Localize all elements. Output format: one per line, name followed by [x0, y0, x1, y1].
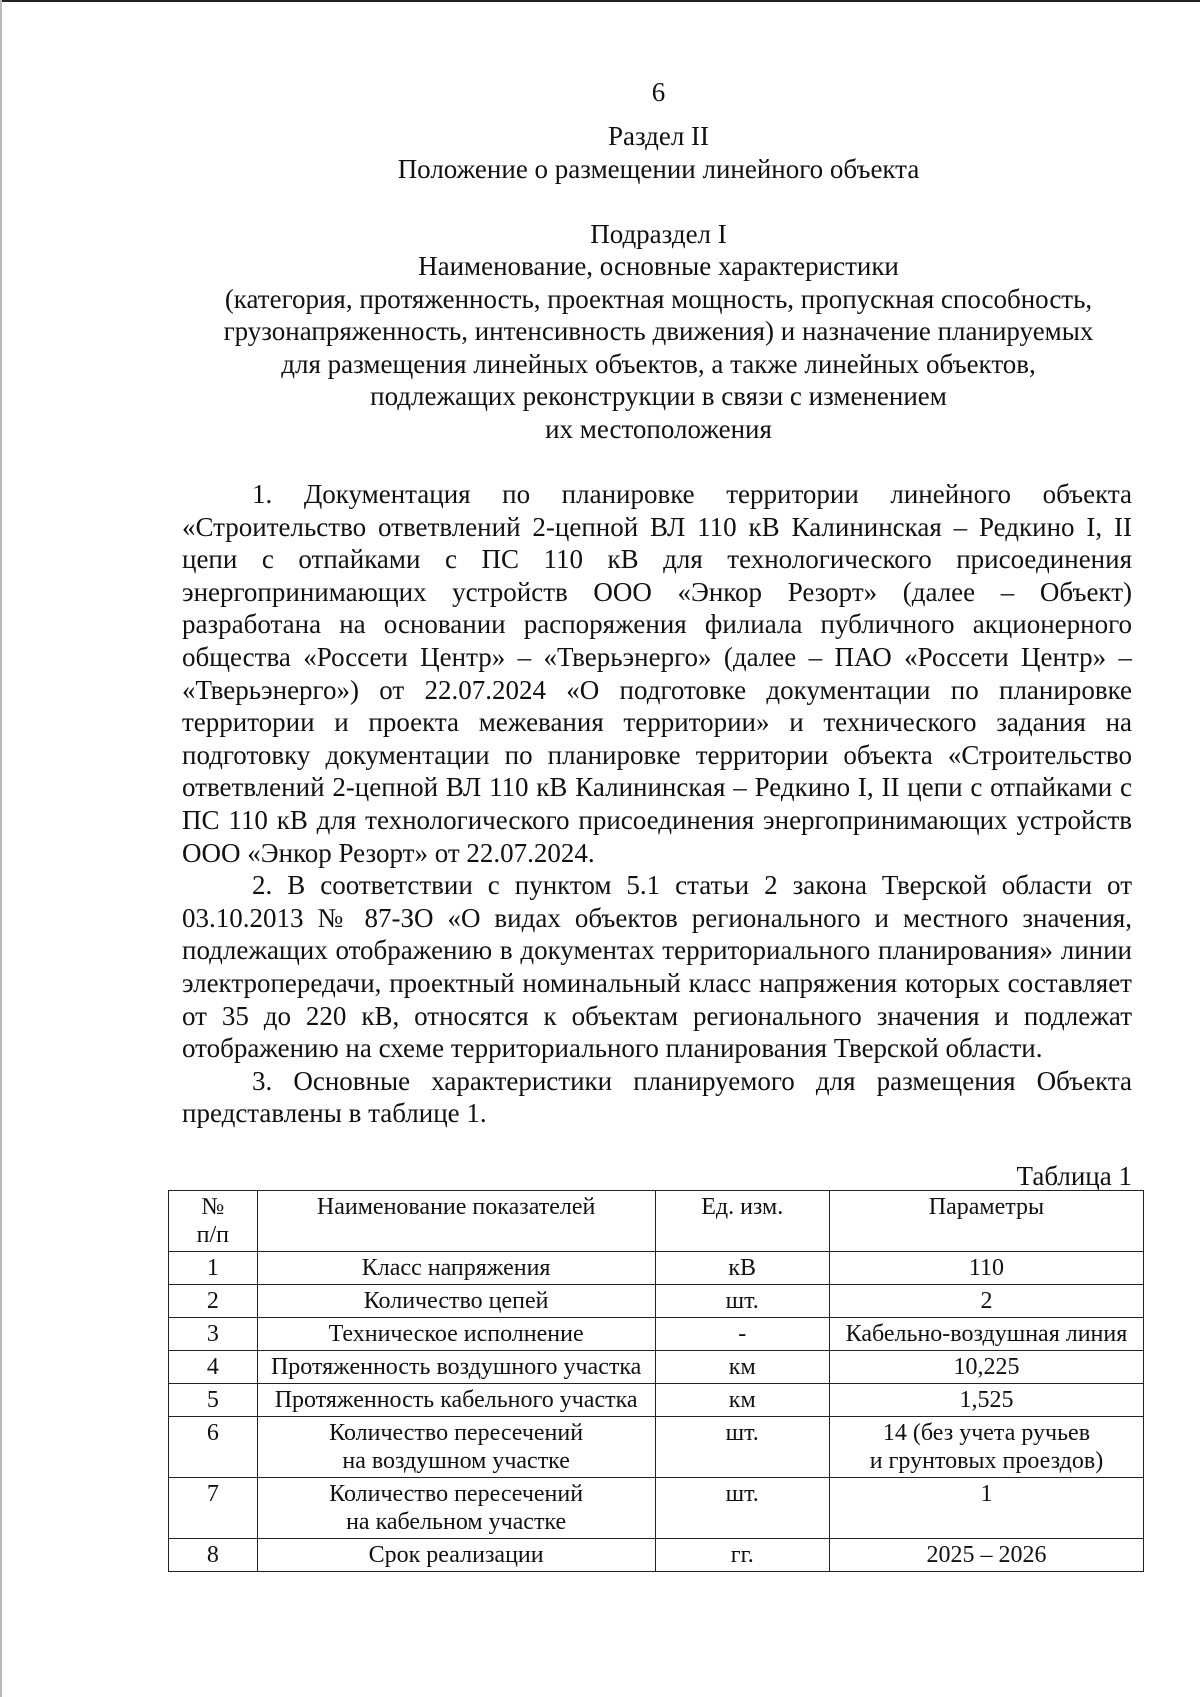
table-row [169, 1252, 1144, 1285]
scan-top-edge [0, 0, 1200, 2]
cell-value: 110 [829, 1252, 1143, 1285]
cell-num: 2 [169, 1285, 258, 1318]
table-caption: Таблица 1 [1016, 1161, 1132, 1191]
header-name: Наименование показателей [257, 1191, 655, 1252]
table-row [169, 1384, 1144, 1417]
table-row [169, 1318, 1144, 1351]
subsection-heading: Подраздел I [590, 219, 727, 249]
cell-name: Срок реализации [257, 1539, 655, 1572]
cell-num: 6 [169, 1417, 258, 1478]
subsection-title-line: подлежащих реконструкции в связи с изменением [370, 381, 947, 411]
subsection-title-line: (категория, протяженность, проектная мощность, пропускная способность, [224, 284, 1093, 314]
page-number: 6 [651, 77, 666, 107]
cell-name: Техническое исполнение [257, 1318, 655, 1351]
table-row [169, 1351, 1144, 1384]
cell-name: Класс напряжения [257, 1252, 655, 1285]
parameters-table [168, 1190, 1144, 1572]
cell-unit: - [655, 1318, 829, 1351]
cell-name: Количество пересечений на кабельном участке [257, 1478, 655, 1539]
subsection-title-line: их местоположения [545, 414, 772, 444]
paragraph-1: 1. Документация по планировке территории линейного объекта «Строительство ответвлений 2-цепной ВЛ 110 кВ Калининская – Редкино I, II цепи с отпайками с ПС 110 кВ для технологического присоединения энергопринимающих устройств ООО «Энкор Резорт» (далее – Объект) разработана на основании распоряжения филиала публичного акционерного общества «Россети Центр» – «Тверьэнерго» (далее – ПАО «Россети Центр» – «Тверьэнерго») от 22.07.2024 «О подготовке документации по планировке территории и проекта межевания территории» и технического задания на подготовку документации по планировке территории объекта «Строительство ответвлений 2-цепной ВЛ 110 кВ Калининская – Редкино I, II цепи с отпайками с ПС 110 кВ для технологического присоединения энергопринимающих устройств ООО «Энкор Резорт» от 22.07.2024. [182, 479, 1132, 868]
cell-num: 8 [169, 1539, 258, 1572]
header-value: Параметры [829, 1191, 1143, 1252]
cell-num: 1 [169, 1252, 258, 1285]
cell-num: 5 [169, 1384, 258, 1417]
cell-unit: км [655, 1351, 829, 1384]
cell-num: 4 [169, 1351, 258, 1384]
cell-value: 1,525 [829, 1384, 1143, 1417]
table-row [169, 1539, 1144, 1572]
cell-num: 3 [169, 1318, 258, 1351]
section-title: Положение о размещении линейного объекта [397, 154, 920, 184]
cell-value: 2 [829, 1285, 1143, 1318]
cell-value: 2025 – 2026 [829, 1539, 1143, 1572]
cell-num: 7 [169, 1478, 258, 1539]
cell-value: Кабельно-воздушная линия [829, 1318, 1143, 1351]
cell-name: Протяженность кабельного участка [257, 1384, 655, 1417]
table-row [169, 1417, 1144, 1478]
cell-unit: шт. [655, 1478, 829, 1539]
cell-value: 1 [829, 1478, 1143, 1539]
paragraph-3: 3. Основные характеристики планируемого для размещения Объекта представлены в таблице 1. [182, 1065, 1132, 1129]
cell-value: 14 (без учета ручьев и грунтовых проездов) [829, 1417, 1143, 1478]
subsection-title-line: Наименование, основные характеристики [418, 251, 899, 281]
header-num: № п/п [169, 1191, 258, 1252]
table-row [169, 1478, 1144, 1539]
subsection-title-line: для размещения линейных объектов, а также линейных объектов, [281, 349, 1036, 379]
cell-name: Количество пересечений на воздушном участке [257, 1417, 655, 1478]
cell-unit: шт. [655, 1285, 829, 1318]
cell-unit: гг. [655, 1539, 829, 1572]
table-row [169, 1285, 1144, 1318]
paragraph-2: 2. В соответствии с пунктом 5.1 статьи 2 закона Тверской области от 03.10.2013 № 87-ЗО «О видах объектов регионального и местного значения, подлежащих отображению в документах территориального планирования» линии электропередачи, проектный номинальный класс напряжения которых составляет от 35 до 220 кВ, относятся к объектам регионального значения и подлежат отображению на схеме территориального планирования Тверской области. [182, 870, 1132, 1064]
cell-name: Протяженность воздушного участка [257, 1351, 655, 1384]
cell-name: Количество цепей [257, 1285, 655, 1318]
body-text [182, 478, 1132, 1130]
section-heading: Раздел II [607, 121, 710, 151]
cell-value: 10,225 [829, 1351, 1143, 1384]
cell-unit: км [655, 1384, 829, 1417]
subsection-title-line: грузонапряженность, интенсивность движения) и назначение планируемых [223, 316, 1094, 346]
header-unit: Ед. изм. [655, 1191, 829, 1252]
table-header-row [169, 1191, 1144, 1252]
cell-unit: шт. [655, 1417, 829, 1478]
cell-unit: кВ [655, 1252, 829, 1285]
